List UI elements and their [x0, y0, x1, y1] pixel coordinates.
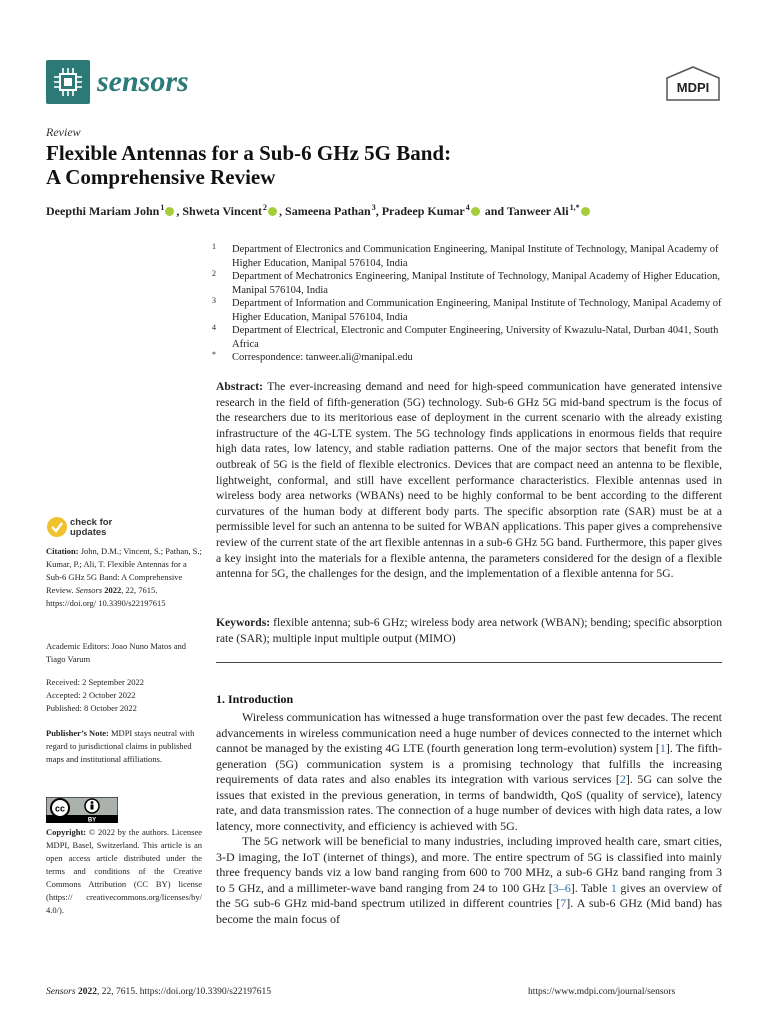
abstract-text: The ever-increasing demand and need for high-speed communication have generated intensive research in the field of fifth-generation (5G) technology. Sub-6 GHz 5G mid-band spectrum is the focus of the researchers due to its meritorious ease of deployment in the current scenario with the already existing infrastructure of the 4G-LTE system. The 5G technology finds applications in enormous fields that require high data rates, low latency, and stable radiation patterns. One of the major sectors that benefit from the outbreak of 5G is the field of flexible electronics. Devices that are compact need an antenna to be flexible, lightweight, conformal, and still have excellent performance characteristics. Flexible antennas used in wireless body area networks (WBANs) need to be highly conformal to be bent according to the different curvatures of the human body at different body parts. The specific absorption rate (SAR) must be at a permissible level for such an antenna to be suited for WBAN applications. This paper gives a comprehensive review of the current state of the art flexible antennas in a sub-6 GHz 5G band. Furthermore, this paper gives a key insight into the materials for a flexible antenna, the parameters considered for the design of a flexible antenna for 5G, the challenges for the design, and the implementation of a flexible antenna for 5G. [216, 380, 722, 581]
cc-by-license-icon[interactable] [46, 797, 118, 823]
orcid-icon[interactable] [581, 207, 590, 216]
author-affil-ref: 1,* [569, 203, 580, 212]
academic-editors: Academic Editors: Joao Nuno Matos and Tiago Varum [46, 641, 186, 664]
table-link[interactable]: 1 [610, 880, 617, 895]
section-heading: 1. Introduction [216, 692, 294, 706]
chip-icon [46, 60, 90, 104]
title-line-2: A Comprehensive Review [46, 165, 276, 189]
publication-dates [46, 676, 202, 715]
check-updates-button[interactable]: check for updates [70, 517, 113, 538]
accepted-date: Accepted: 2 October 2022 [46, 690, 136, 700]
paragraph: Wireless communication has witnessed a huge transformation over the past few decades. The recent advancements in wireless communication need a huge number of devices connected to the internet which cannot be managed by the existing 4G LTE (fourth generation long term-evolution) system [1]. The fifth-generation (5G) communication system is a promising technology that fulfills the increasing requirements of data rates and also enables its integration with various services [2]. 5G can solve the issues that existed in the previous generation, in terms of bandwidth, QoS (quality of service), latency rate, and data transmission rates. The connection of a huge number of devices with high data rates, a low latency, more connectivity, and efficiency is achieved with 5G. [216, 710, 722, 833]
abstract-label: Abstract: [216, 380, 264, 393]
author-name[interactable]: Sameena Pathan [285, 204, 371, 218]
affiliation-item: 1 Department of Electronics and Communication Engineering, Manipal Institute of Technology, Manipal Academy of Higher Education, Manipal 576104, India [212, 242, 719, 269]
reference-link[interactable]: 7 [560, 896, 567, 910]
affiliation-item: 4 Department of Electrical, Electronic and Computer Engineering, University of Kwazulu-Natal, Durban 4041, South Africa [212, 323, 719, 350]
affiliation-item: 2 Department of Mechatronics Engineering, Manipal Institute of Technology, Manipal Academy of Higher Education, Manipal 576104, India [212, 269, 720, 296]
keywords-text: flexible antenna; sub-6 GHz; wireless body area network (WBAN); bending; specific absorption rate (SAR); multiple input multiple output (MIMO) [216, 616, 722, 645]
orcid-icon[interactable] [471, 207, 480, 216]
footer-journal-url[interactable]: https://www.mdpi.com/journal/sensors [528, 987, 676, 997]
author-affil-ref: 3 [371, 203, 376, 212]
publisher-note: Publisher’s Note: MDPI stays neutral with regard to jurisdictional claims in published maps and institutional affiliations. [46, 728, 195, 764]
reference-link[interactable]: 2 [619, 772, 626, 786]
affiliation-item: 3 Department of Information and Communication Engineering, Manipal Institute of Technology, Manipal Academy of Higher Education, Manipal 576104, India [212, 296, 722, 323]
citation-block: Citation: John, D.M.; Vincent, S.; Pathan, S.; Kumar, P.; Ali, T. Flexible Antennas for a Sub-6 GHz 5G Band: A Comprehensive Review. Sensors 2022, 22, 7615. https://doi.org/ 10.3390/s22197615 [46, 546, 202, 608]
cc-label: BY [87, 817, 97, 823]
author-name[interactable]: Deepthi Mariam John [46, 204, 160, 218]
author-name[interactable]: Shweta Vincent [182, 204, 263, 218]
reference-link[interactable]: 3–6 [552, 880, 571, 895]
affiliation-list [212, 243, 732, 365]
copyright-block: Copyright: © 2022 by the authors. Licensee MDPI, Basel, Switzerland. This article is an open access article distributed under the terms and conditions of the Creative Commons Attribution (CC BY) license (https:// creativecommons.org/licenses/by/ 4.0/). [46, 827, 202, 915]
abstract [216, 379, 722, 582]
author-name[interactable]: Tanweer Ali [506, 204, 569, 218]
publisher-name: MDPI [676, 80, 710, 95]
body-text [216, 710, 722, 927]
footer-citation: Sensors 2022, 22, 7615. https://doi.org/10.3390/s22197615 [46, 987, 271, 997]
orcid-icon[interactable] [268, 207, 277, 216]
author-affil-ref: 4 [465, 203, 470, 212]
author-list: Deepthi Mariam John $^1$ , Shweta Vincent $^2$ , Sameena Pathan $^3$, Pradeep Kumar $^4$ and Tanweer Ali $^{1,*}$ [46, 203, 726, 219]
title-line-1: Flexible Antennas for a Sub-6 GHz 5G Band: [46, 141, 452, 165]
divider [216, 662, 722, 663]
author-affil-ref: 1 [160, 203, 165, 212]
article-type: Review [46, 125, 81, 139]
paragraph: The 5G network will be beneficial to many industries, including improved health care, smart cities, 3-D imaging, the IoT (internet of things), and more. The entire spectrum of 5G is classified into mainly three frequency bands viz a low band ranging from 600 to 700 MHz, a sub-6 GHz band ranging from 3 to 5 GHz, and a millimeter-wave band ranging from 24 to 100 GHz [3–6]. Table 1 gives an overview of the 5G sub-6 GHz mid-band spectrum utilized in different countries [7]. A sub-6 GHz (Mid band) has become the main focus of [216, 834, 722, 926]
keywords-label: Keywords: [216, 616, 271, 629]
keywords [216, 615, 722, 646]
published-date: Published: 8 October 2022 [46, 703, 137, 713]
orcid-icon[interactable] [165, 207, 174, 216]
check-updates-icon[interactable] [46, 516, 68, 538]
journal-logo [46, 60, 90, 104]
reference-link[interactable]: 1 [659, 741, 666, 755]
journal-name: sensors [97, 65, 189, 98]
received-date: Received: 2 September 2022 [46, 677, 144, 687]
author-name[interactable]: Pradeep Kumar [381, 204, 465, 218]
author-affil-ref: 2 [263, 203, 268, 212]
page-title [46, 141, 706, 189]
correspondence: * Correspondence: tanweer.ali@manipal.edu [212, 350, 413, 363]
svg-text:cc: cc [54, 803, 66, 814]
